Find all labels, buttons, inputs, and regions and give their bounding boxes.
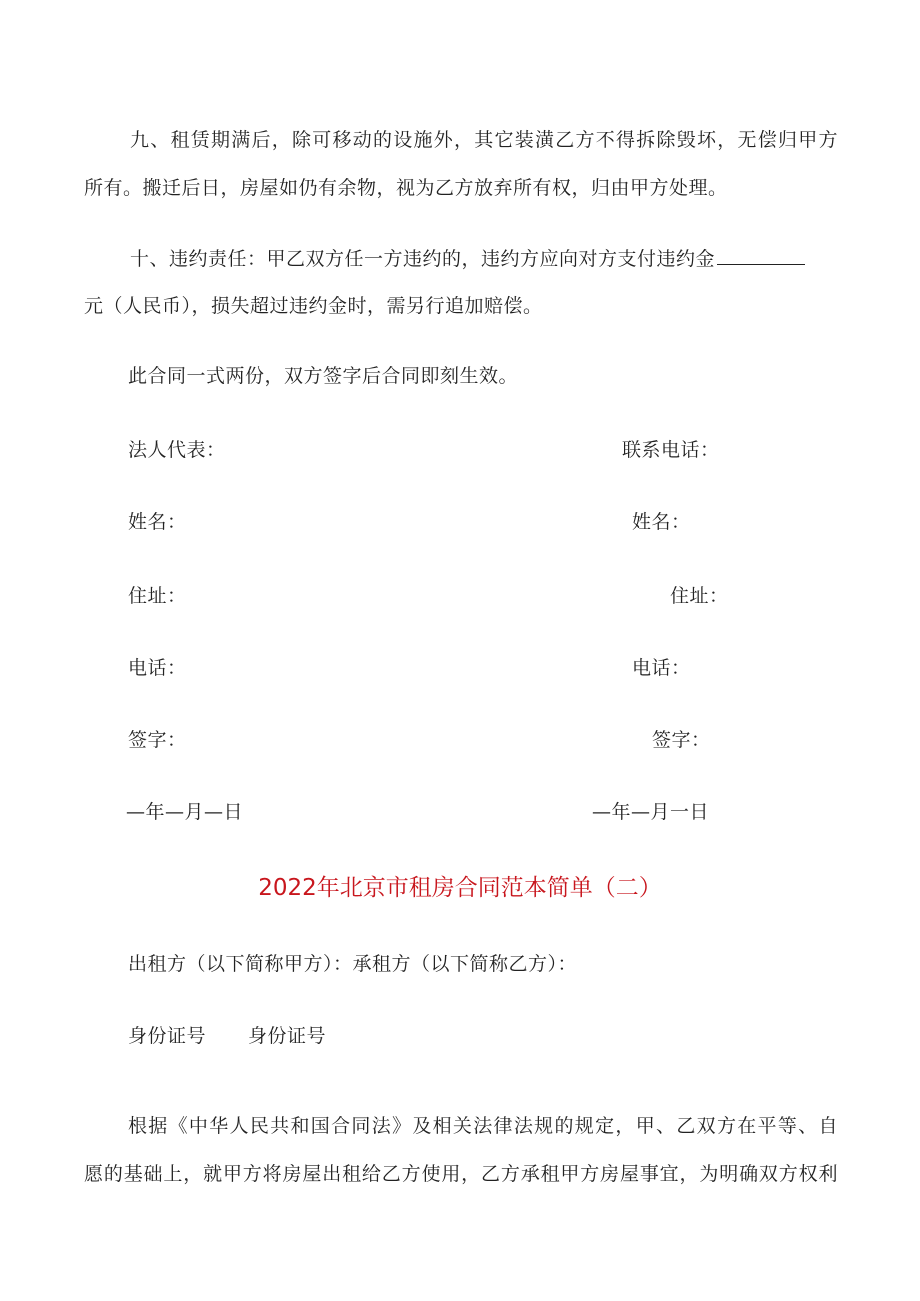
right-phone-label: 电话： bbox=[632, 657, 691, 679]
clause-ten-line-1: 十、违约责任：甲乙双方任一方违约的，违约方应向对方支付违约金 bbox=[130, 248, 716, 270]
right-contact-phone-label: 联系电话： bbox=[622, 439, 720, 461]
left-address-label: 住址： bbox=[128, 585, 187, 607]
left-signature-label: 签字： bbox=[128, 729, 187, 751]
right-address-label: 住址： bbox=[670, 585, 729, 607]
id-number-label-1: 身份证号 bbox=[128, 1025, 207, 1047]
basis-paragraph-line-1: 根据《中华人民共和国合同法》及相关法律法规的规定，甲、乙双方在平等、自 bbox=[128, 1115, 838, 1137]
clause-nine-line-1: 九、租赁期满后，除可移动的设施外，其它装潢乙方不得拆除毁坏，无偿归甲方 bbox=[130, 129, 838, 151]
clause-nine-line-2: 所有。搬迁后日，房屋如仍有余物，视为乙方放弃所有权，归由甲方处理。 bbox=[84, 177, 728, 199]
left-name-label: 姓名： bbox=[128, 511, 187, 533]
clause-ten-line-2: 元（人民币），损失超过违约金时，需另行追加赔偿。 bbox=[84, 295, 543, 317]
penalty-amount-blank bbox=[717, 246, 805, 265]
right-date-line: —年—月一日 bbox=[592, 801, 710, 823]
clause-ten-line-1-wrap bbox=[130, 246, 805, 271]
left-date-line: —年—月—日 bbox=[126, 801, 244, 823]
basis-paragraph-line-2: 愿的基础上，就甲方将房屋出租给乙方使用，乙方承租甲方房屋事宜，为明确双方权利 bbox=[84, 1163, 838, 1185]
effect-statement: 此合同一式两份，双方签字后合同即刻生效。 bbox=[128, 365, 519, 387]
right-signature-label: 签字： bbox=[652, 729, 711, 751]
right-name-label: 姓名： bbox=[632, 511, 691, 533]
parties-line: 出租方（以下简称甲方）：承租方（以下简称乙方）： bbox=[128, 953, 578, 975]
id-number-label-2: 身份证号 bbox=[248, 1025, 327, 1047]
left-phone-label: 电话： bbox=[128, 657, 187, 679]
section-title: 2022年北京市租房合同范本简单（二） bbox=[258, 875, 662, 901]
left-legal-rep-label: 法人代表： bbox=[128, 439, 226, 461]
